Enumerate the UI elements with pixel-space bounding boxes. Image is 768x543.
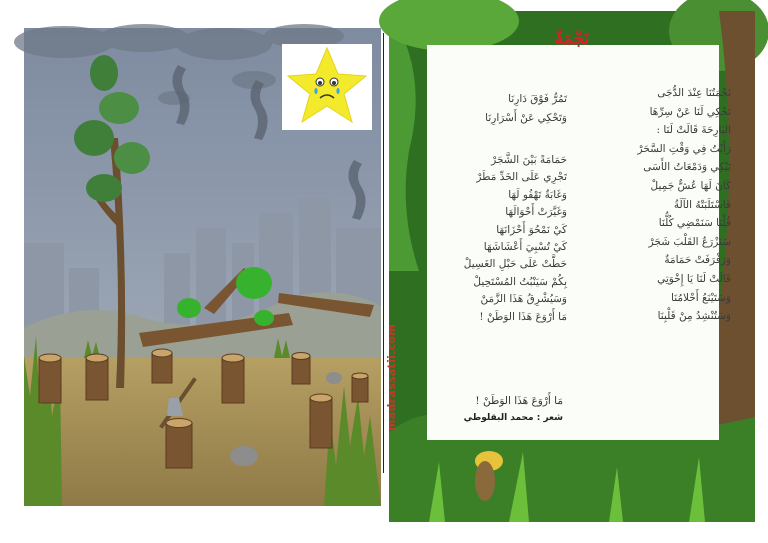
- verse-line: قَالَتْ لَنَا يَا إِخْوَتِي: [657, 272, 731, 285]
- verse-line: وَتَحْكِي عَنْ أَسْرَارِنَا: [485, 111, 567, 124]
- verse-line: مَا أَرْوَعَ هَذَا الوَطَنْ !: [479, 310, 567, 323]
- tear: [336, 88, 339, 94]
- verse-line: نَجْمَتُنَا عِنْدَ الدُّجَى: [657, 87, 731, 99]
- poem-page: [385, 11, 755, 522]
- poem-refrain: مَا أَرْوَعَ هَذَا الوَطَنْ !: [475, 395, 563, 407]
- deforestation-illustration: [24, 28, 381, 506]
- rock: [326, 372, 342, 384]
- verse-line: كَيْ تُسْبِيَ أَعْشَاشَهَا: [483, 240, 567, 253]
- tear: [314, 88, 317, 94]
- verse-line: فَاسْتَلَبَتْهُ الآلَةُ: [673, 198, 731, 211]
- page-divider: [383, 33, 384, 473]
- verse-line: سَنَزْرَعُ القَلْبَ شَجَرْ: [648, 235, 731, 248]
- rock: [230, 446, 258, 466]
- author-credit: شعر : محمد البقلوطي: [463, 413, 563, 423]
- verse-line: كَانَ لَهَا عُشٌّ جَمِيلْ: [650, 179, 731, 192]
- poem-title: نَجْمَةٌ: [554, 29, 590, 49]
- verse-line: البَارِحَةَ قَالَتْ لَنَا :: [656, 124, 731, 137]
- poem-right-column: [621, 84, 731, 326]
- verse-line: وَغَيَّرَتْ أَحْوَالَهَا: [505, 206, 567, 219]
- deforestation-scene: [24, 28, 381, 506]
- verse-line: تَبْكِي وَدَمْعَاتُ الأَسَى: [643, 161, 731, 174]
- verse-line: وَسَتُنْشِدُ مِنْ قَلْبِنَا: [657, 310, 731, 323]
- verse-line: وَسَيُشْرِقُ هَذَا الزَّمَنْ: [480, 293, 567, 306]
- poem-left-column-top: [439, 90, 567, 127]
- verse-line: تَحْكِي لَنَا عَنْ سِرِّهَا: [649, 105, 731, 118]
- site-watermark: madrassatii.com: [385, 323, 398, 431]
- verse-line: وَسَتَيْنَعُ أَحْلامُنَا: [671, 291, 731, 304]
- verse-line: وَغَابَةٌ تَهْفُو لَهَا: [508, 188, 567, 201]
- verse-line: تَجْرِي عَلَى الخَدِّ مَطَرْ: [476, 171, 567, 184]
- poem-left-column-bottom: [439, 151, 567, 325]
- verse-line: كَيْ نَمْحُوَ أَحْزَانَهَا: [496, 223, 567, 236]
- verse-line: حَمَامَةً بَيْنَ الشَّجَرْ: [491, 154, 567, 166]
- verse-line: وَرَفْرَفَتْ حَمَامَةٌ: [664, 254, 731, 267]
- verse-line: بِكُمْ سَيَنْبُتُ المُسْتَحِيلْ: [473, 275, 567, 288]
- verse-line: حَطَّتْ عَلَى حَبْلِ الغَسِيلْ: [463, 258, 567, 271]
- verse-line: رَأَيْتُ فِي وَقْتِ السَّحَرْ: [637, 142, 731, 155]
- verse-line: قُلْنَا سَنَمْضِي كُلُّنَا: [658, 217, 731, 230]
- verse-line: تَمُرُّ فَوْقَ دَارِنَا: [508, 93, 567, 105]
